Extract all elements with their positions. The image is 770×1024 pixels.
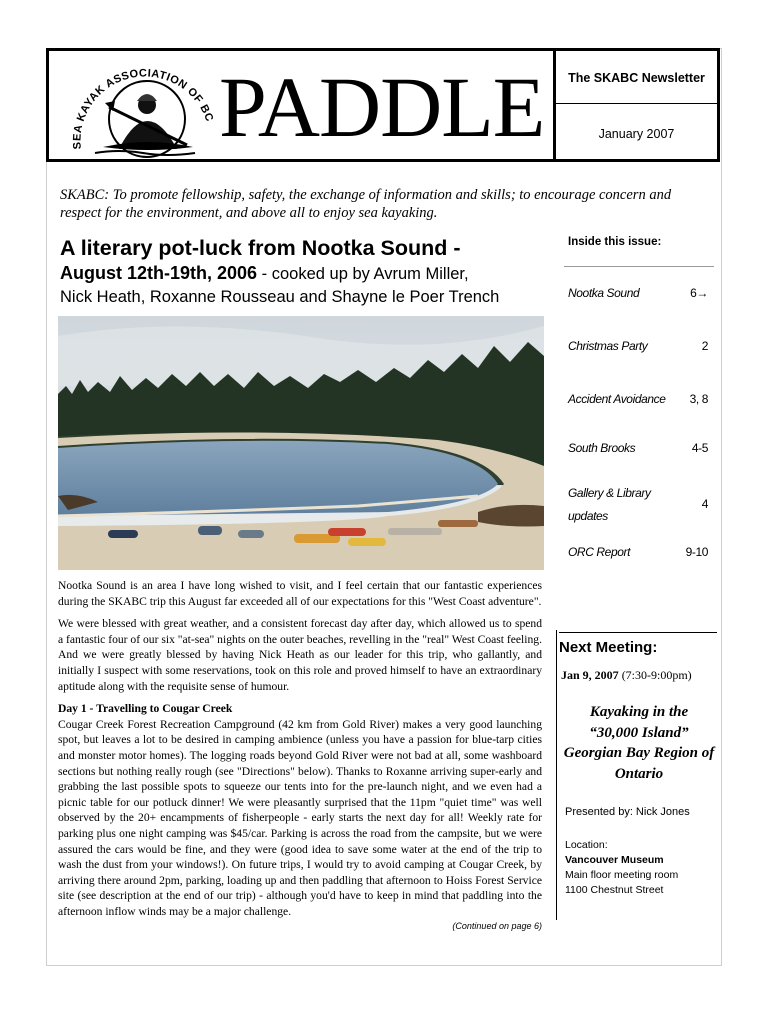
- toc-item[interactable]: [568, 392, 708, 406]
- meeting-location: [565, 838, 678, 898]
- toc-page: 6→: [690, 286, 708, 300]
- next-meeting-box: [556, 630, 721, 920]
- toc-item[interactable]: [568, 441, 708, 455]
- newsletter-info-box: [556, 48, 720, 162]
- article-body: [58, 578, 542, 935]
- topic-line: Georgian Bay Region of: [563, 745, 715, 761]
- toc-page: 9-10: [685, 545, 708, 559]
- toc-item[interactable]: [568, 286, 708, 300]
- meeting-date-value: Jan 9, 2007: [561, 668, 619, 682]
- divider: [564, 266, 714, 267]
- article-paragraph: Nootka Sound is an area I have long wished to visit, and I feel certain that our fantastic experiences during the SKABC trip this August far exceeded all of our expectations for this "West Coast adventure".: [58, 579, 542, 608]
- toc-title: Accident Avoidance: [568, 392, 666, 406]
- topic-line: Ontario: [614, 765, 664, 782]
- topic-line: Kayaking in the: [589, 704, 689, 720]
- venue: Vancouver Museum: [565, 854, 664, 866]
- toc-title: ORC Report: [568, 545, 631, 559]
- logo-text: SEA KAYAK ASSOCIATION OF BC: [71, 67, 216, 150]
- next-meeting-heading: Next Meeting:: [559, 632, 717, 656]
- masthead: [46, 48, 556, 162]
- toc-item[interactable]: [568, 545, 708, 559]
- headline-dates: August 12th-19th, 2006: [60, 263, 258, 283]
- divider: [556, 103, 717, 104]
- toc-item[interactable]: [568, 482, 708, 528]
- headline-authors: Nick Heath, Roxanne Rousseau and Shayne le Poer Trench: [60, 288, 500, 306]
- skabc-logo: [59, 53, 227, 161]
- article-paragraph: Cougar Creek Forest Recreation Campground (42 km from Gold River) makes a very good launching spot, but leaves a lot to be desired in camping ambience (unless you have a passion for blue-tarp cities and monster motor homes). The logging roads beyond Gold River were not bad at all, some washboard sections but nothing really rough (see "Directions" below). Thanks to Roxanne arriving super-early and grabbing the last possible spots to squeeze our tents into for the pre-launch night, and we even had a picnic table for our potluck dinner! We were pleasantly surprised that the 11pm "quiet time" was well observed by the 20+ encampments of fisherpeople - early starts the next day for all! Weekly rate for parking plus one night camping was $45/car. Parking is across the road from the campsite, but we were assured the cars would be fine, and they were (good idea to save some water at the end of the trip to wash the dust from your windows!). On future trips, I would try to avoid camping at Cougar Creek, by arriving there around 2pm, parking, loading up and then paddling that afternoon to Hoiss Forest Service site (see description at the end of our trip) - although you'd have to keep in mind that paddling into the afternoon inflow winds may be a major challenge.: [58, 717, 542, 918]
- section-heading: Day 1 - Travelling to Cougar Creek: [58, 702, 233, 716]
- inside-heading: Inside this issue:: [568, 236, 662, 248]
- toc-title: Gallery & Library: [568, 486, 651, 500]
- headline-byline: - cooked up by Avrum Miller,: [257, 265, 469, 283]
- headline-title: A literary pot-luck from Nootka Sound -: [60, 236, 461, 260]
- newsletter-label: The SKABC Newsletter: [568, 71, 705, 85]
- toc-page: 4: [701, 497, 708, 511]
- toc-item[interactable]: [568, 339, 708, 353]
- article-paragraph: We were blessed with great weather, and a consistent forecast day after day, which allowed us to spend a fantastic four of our six "at-sea" nights on the outer beaches, revelling in the "real" West Coast feeling. And we were greatly blessed by having Nick Heath as our leader for this trip, who gallantly, and initially I suspect with some reservations, took on this role and proved himself to have an extraordinary aptitude along with the requisite sense of humour.: [58, 617, 542, 693]
- toc-page: 4-5: [691, 441, 708, 455]
- toc-title: South Brooks: [568, 441, 636, 455]
- meeting-topic: [557, 702, 721, 784]
- newsletter-title: PADDLE: [219, 59, 545, 155]
- headline-subtitle: [60, 262, 545, 286]
- meeting-time: (7:30-9:00pm): [618, 668, 692, 682]
- toc-title-cont: updates: [568, 509, 608, 523]
- article-headline: [60, 234, 545, 309]
- toc-page: 3, 8: [689, 392, 708, 406]
- topic-line: “30,000 Island”: [589, 724, 689, 741]
- address: 1100 Chestnut Street: [565, 884, 664, 896]
- toc-title: Nootka Sound: [568, 286, 640, 300]
- presenter: Presented by: Nick Jones: [565, 806, 690, 818]
- continued-note: (Continued on page 6): [452, 921, 542, 932]
- meeting-date: [561, 668, 692, 683]
- location-label: Location:: [565, 839, 608, 851]
- issue-date: January 2007: [598, 127, 675, 141]
- room: Main floor meeting room: [565, 869, 679, 881]
- toc-page: 2: [701, 339, 708, 353]
- mission-statement: SKABC: To promote fellowship, safety, the exchange of information and skills; to encourage concern and respect for the environment, and above all to enjoy sea kayaking.: [60, 187, 672, 221]
- toc-title: Christmas Party: [568, 339, 648, 353]
- nootka-beach-photo: [58, 316, 544, 570]
